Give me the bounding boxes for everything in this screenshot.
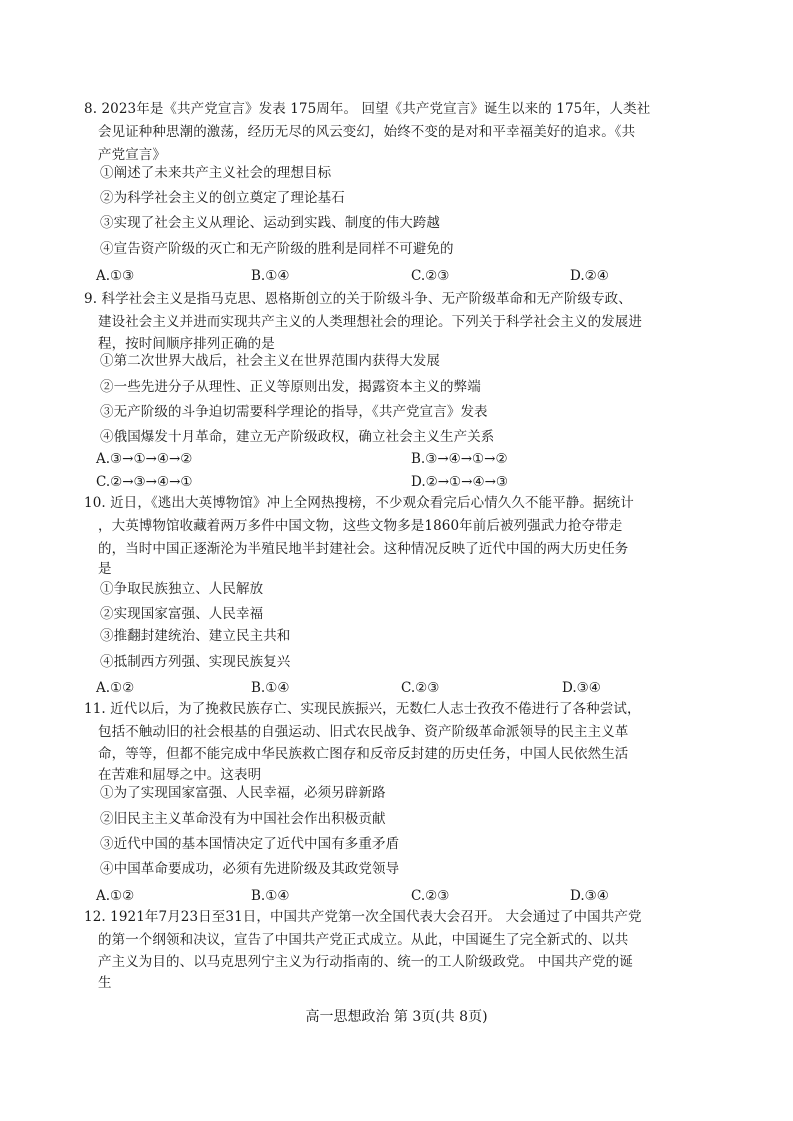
answer-option-a: A.①② <box>96 680 135 696</box>
answer-option-d: D.③④ <box>562 680 601 696</box>
answer-option-c: C.②③ <box>411 888 450 904</box>
statement-item: ①争取民族独立、人民解放 <box>100 581 264 597</box>
question-stem-line: 命，等等，但都不能完成中华民族救亡图存和反帝反封建的历史任务，中国人民依然生活 <box>98 746 629 762</box>
question-stem-line: 8. 2023年是《共产党宣言》发表 175周年。 回望《共产党宣言》诞生以来的 175年，人类社 <box>84 101 651 117</box>
answer-option-d: D.②→①→④→③ <box>411 474 508 490</box>
statement-item: ②实现国家富强、人民幸福 <box>100 606 264 622</box>
statement-item: ①阐述了未来共产主义社会的理想目标 <box>100 165 332 181</box>
question-stem-line: 是 <box>98 561 112 577</box>
question-stem-line: ，大英博物馆收藏着两万多件中国文物，这些文物多是1860年前后被列强武力抢夺带走 <box>98 518 623 534</box>
statement-item: ④俄国爆发十月革命，建立无产阶级政权，确立社会主义生产关系 <box>100 429 495 445</box>
question-stem-line: 10. 近日，《逃出大英博物馆》冲上全网热搜榜，不少观众看完后心情久久不能平静。据统计 <box>84 495 634 511</box>
statement-item: ①第二次世界大战后，社会主义在世界范围内获得大发展 <box>100 353 440 369</box>
answer-option-c: C.②→③→④→① <box>96 474 193 490</box>
statement-item: ③推翻封建统治、建立民主共和 <box>100 628 291 644</box>
answer-option-b: B.③→④→①→② <box>411 451 508 467</box>
answer-option-d: D.③④ <box>570 888 609 904</box>
answer-option-c: C.②③ <box>401 680 440 696</box>
question-stem-line: 生 <box>98 975 112 991</box>
statement-item: ④抵制西方列强、实现民族复兴 <box>100 654 291 670</box>
answer-option-b: B.①④ <box>251 888 290 904</box>
question-stem-line: 产主义为目的、以马克思列宁主义为行动指南的、统一的工人阶级政党。 中国共产党的诞 <box>98 954 633 970</box>
answer-option-c: C.②③ <box>411 268 450 284</box>
statement-item: ①为了实现国家富强、人民幸福，必须另辟新路 <box>100 785 386 801</box>
answer-option-a: A.①③ <box>96 268 135 284</box>
question-stem-line: 11. 近代以后，为了挽救民族存亡、实现民族振兴，无数仁人志士孜孜不倦进行了各种尝试， <box>84 701 641 717</box>
question-stem-line: 产党宣言》 <box>98 147 166 163</box>
question-stem-line: 9. 科学社会主义是指马克思、恩格斯创立的关于阶级斗争、无产阶级革命和无产阶级专政、 <box>84 291 632 307</box>
statement-item: ③近代中国的基本国情决定了近代中国有多重矛盾 <box>100 836 400 852</box>
question-stem-line: 的，当时中国正逐渐沦为半殖民地半封建社会。这种情况反映了近代中国的两大历史任务 <box>98 541 629 557</box>
statement-item: ④中国革命要成功，必须有先进阶级及其政党领导 <box>100 861 400 877</box>
answer-option-a: A.①② <box>96 888 135 904</box>
question-stem-line: 程，按时间顺序排列正确的是 <box>98 336 275 352</box>
answer-option-b: B.①④ <box>251 680 290 696</box>
question-stem-line: 会见证种种思潮的激荡，经历无尽的风云变幻，始终不变的是对和平幸福美好的追求。《共 <box>98 124 636 140</box>
question-stem-line: 建设社会主义并进而实现共产主义的人类理想社会的理论。下列关于科学社会主义的发展进 <box>98 314 642 330</box>
statement-item: ②为科学社会主义的创立奠定了理论基石 <box>100 190 345 206</box>
answer-option-d: D.②④ <box>570 268 609 284</box>
answer-option-a: A.③→①→④→② <box>96 451 193 467</box>
page-footer: 高一思想政治 第 3页(共 8页) <box>305 1009 488 1025</box>
answer-option-b: B.①④ <box>251 268 290 284</box>
statement-item: ②一些先进分子从理性、正义等原则出发，揭露资本主义的弊端 <box>100 379 481 395</box>
question-stem-line: 的第一个纲领和决议，宣告了中国共产党正式成立。从此，中国诞生了完全新式的、以共 <box>98 932 629 948</box>
statement-item: ②旧民主主义革命没有为中国社会作出积极贡献 <box>100 811 386 827</box>
statement-item: ④宣告资产阶级的灭亡和无产阶级的胜利是同样不可避免的 <box>100 241 454 257</box>
question-stem-line: 12. 1921年7月23日至31日，中国共产党第一次全国代表大会召开。 大会通过了中国共产党 <box>84 909 642 925</box>
question-stem-line: 包括不触动旧的社会根基的自强运动、旧式农民战争、资产阶级革命派领导的民主主义革 <box>98 724 629 740</box>
statement-item: ③无产阶级的斗争迫切需要科学理论的指导，《共产党宣言》发表 <box>100 404 488 420</box>
question-stem-line: 在苦难和屈辱之中。这表明 <box>98 767 262 783</box>
statement-item: ③实现了社会主义从理论、运动到实践、制度的伟大跨越 <box>100 215 440 231</box>
